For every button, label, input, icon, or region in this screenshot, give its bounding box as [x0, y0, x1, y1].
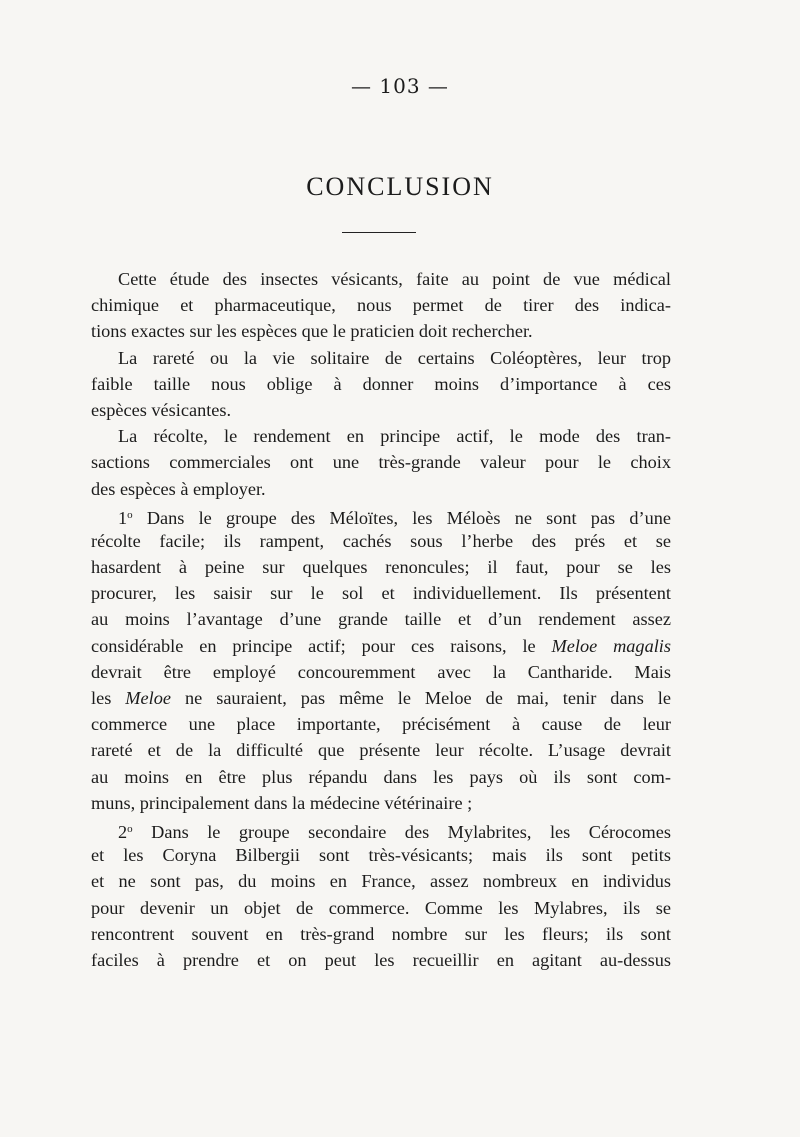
text-segment: devrait être employé concouremment avec la Cantharide. Mais: [91, 661, 671, 682]
text-segment: tions exactes sur les espèces que le praticien doit rechercher.: [91, 321, 533, 342]
text-line: [91, 816, 671, 842]
text-line: [91, 554, 671, 580]
text-line: [91, 790, 671, 816]
text-line: [91, 423, 671, 449]
text-segment: ne sauraient, pas même le Meloe de mai, tenir dans le: [170, 688, 671, 708]
text-segment: Cette étude des insectes vésicants, faite au point de vue médical: [118, 269, 671, 289]
text-line: [91, 685, 671, 711]
italic-text: Meloe magalis: [551, 635, 671, 656]
text-segment: au moins en être plus répandu dans les pays où ils sont com-: [91, 766, 671, 787]
text-line: [91, 476, 671, 502]
text-segment: faible taille nous oblige à donner moins d’importance à ces: [91, 373, 671, 394]
text-segment: hasardent à peine sur quelques renoncules; il faut, pour se les: [91, 557, 671, 578]
text-line: [91, 659, 671, 685]
text-segment: espèces vésicantes.: [91, 399, 232, 420]
text-line: [91, 292, 671, 318]
text-line: [91, 345, 671, 371]
section-title: CONCLUSION: [306, 172, 494, 201]
text-segment: des espèces à employer.: [91, 478, 266, 499]
text-line: [91, 580, 671, 606]
text-line: [91, 528, 671, 554]
text-line: [91, 737, 671, 763]
text-segment: 1: [118, 507, 128, 528]
superscript: o: [127, 822, 133, 835]
text-line: [91, 633, 671, 659]
text-segment: récolte facile; ils rampent, cachés sous l’herbe des prés et se: [91, 530, 671, 551]
text-segment: les: [91, 688, 126, 708]
body-text: [91, 266, 671, 973]
text-line: [91, 371, 671, 397]
text-line: [91, 868, 671, 894]
text-segment: faciles à prendre et on peut les recueillir en agitant au-dessus: [91, 949, 671, 970]
text-segment: au moins l’avantage d’une grande taille et d’un rendement assez: [91, 609, 671, 630]
text-segment: et les Coryna Bilbergii sont très-vésicants; mais ils sont petits: [91, 845, 671, 866]
text-segment: muns, principalement dans la médecine vétérinaire ;: [91, 792, 473, 813]
text-segment: et ne sont pas, du moins en France, assez nombreux en individus: [91, 871, 671, 892]
text-line: [91, 502, 671, 528]
text-segment: chimique et pharmaceutique, nous permet de tirer des indica-: [91, 295, 671, 316]
text-segment: Dans le groupe des Méloïtes, les Méloès ne sont pas d’une: [132, 507, 671, 528]
text-segment: commerce une place importante, précisément à cause de leur: [91, 714, 671, 735]
text-line: [91, 895, 671, 921]
text-line: [91, 711, 671, 737]
text-segment: rareté et de la difficulté que présente leur récolte. L’usage devrait: [91, 740, 671, 761]
italic-text: Meloe: [125, 688, 171, 708]
superscript: o: [127, 508, 133, 521]
text-line: [91, 449, 671, 475]
text-segment: considérable en principe actif; pour ces raisons, le: [91, 635, 552, 656]
title-rule: [342, 232, 416, 233]
text-line: [91, 842, 671, 868]
text-segment: Dans le groupe secondaire des Mylabrites, les Cérocomes: [132, 821, 671, 842]
text-line: [91, 764, 671, 790]
text-line: [91, 606, 671, 632]
text-segment: sactions commerciales ont une très-grande valeur pour le choix: [91, 452, 671, 473]
text-segment: La rareté ou la vie solitaire de certains Coléoptères, leur trop: [118, 347, 671, 368]
text-line: [91, 921, 671, 947]
text-line: [91, 318, 671, 344]
text-segment: 2: [118, 821, 128, 842]
text-line: [91, 397, 671, 423]
text-segment: La récolte, le rendement en principe actif, le mode des tran-: [118, 426, 671, 447]
text-line: [91, 947, 671, 973]
text-line: [91, 266, 671, 292]
text-segment: rencontrent souvent en très-grand nombre sur les fleurs; ils sont: [91, 923, 671, 944]
text-segment: pour devenir un objet de commerce. Comme les Mylabres, ils se: [91, 897, 671, 918]
page-number: — 103 —: [351, 74, 449, 98]
text-segment: procurer, les saisir sur le sol et individuellement. Ils présentent: [91, 583, 671, 604]
